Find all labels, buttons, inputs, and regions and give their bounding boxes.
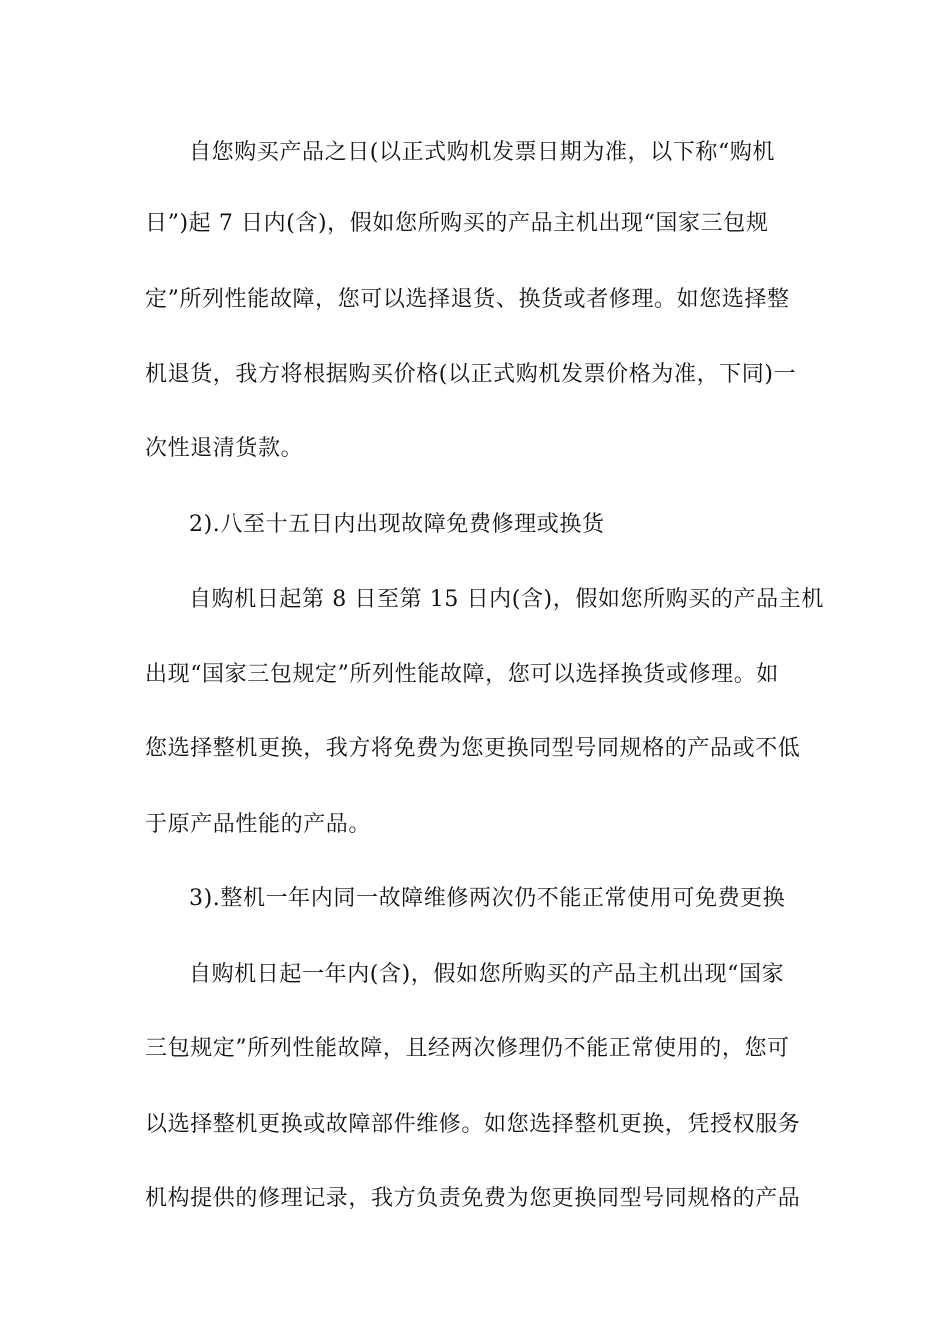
paragraph-2-line-3: 您选择整机更换，我方将免费为您更换同型号同规格的产品或不低 bbox=[145, 736, 801, 761]
paragraph-1-line-4: 机退货，我方将根据购买价格(以正式购机发票价格为准，下同)一 bbox=[145, 362, 797, 387]
paragraph-3-line-4: 机构提供的修理记录，我方负责免费为您更换同型号同规格的产品 bbox=[145, 1186, 801, 1211]
paragraph-1-line-1: 自您购买产品之日(以正式购机发票日期为准，以下称“购机 bbox=[189, 140, 776, 165]
paragraph-2-line-1: 自购机日起第 8 日至第 15 日内(含)，假如您所购买的产品主机 bbox=[189, 587, 824, 612]
paragraph-1-line-2: 日”)起 7 日内(含)，假如您所购买的产品主机出现“国家三包规 bbox=[145, 211, 769, 236]
paragraph-2-line-4: 于原产品性能的产品。 bbox=[145, 812, 372, 837]
paragraph-3-line-2: 三包规定”所列性能故障，且经两次修理仍不能正常使用的，您可 bbox=[145, 1036, 790, 1061]
section-heading-3: 3).整机一年内同一故障维修两次仍不能正常使用可免费更换 bbox=[189, 886, 786, 911]
paragraph-1-line-5: 次性退清货款。 bbox=[145, 436, 304, 461]
paragraph-3-line-1: 自购机日起一年内(含)，假如您所购买的产品主机出现“国家 bbox=[189, 962, 785, 987]
section-heading-2: 2).八至十五日内出现故障免费修理或换货 bbox=[189, 512, 605, 537]
paragraph-2-line-2: 出现“国家三包规定”所列性能故障，您可以选择换货或修理。如 bbox=[145, 662, 779, 687]
paragraph-1-line-3: 定”所列性能故障，您可以选择退货、换货或者修理。如您选择整 bbox=[145, 287, 790, 312]
paragraph-3-line-3: 以选择整机更换或故障部件维修。如您选择整机更换，凭授权服务 bbox=[145, 1112, 801, 1137]
